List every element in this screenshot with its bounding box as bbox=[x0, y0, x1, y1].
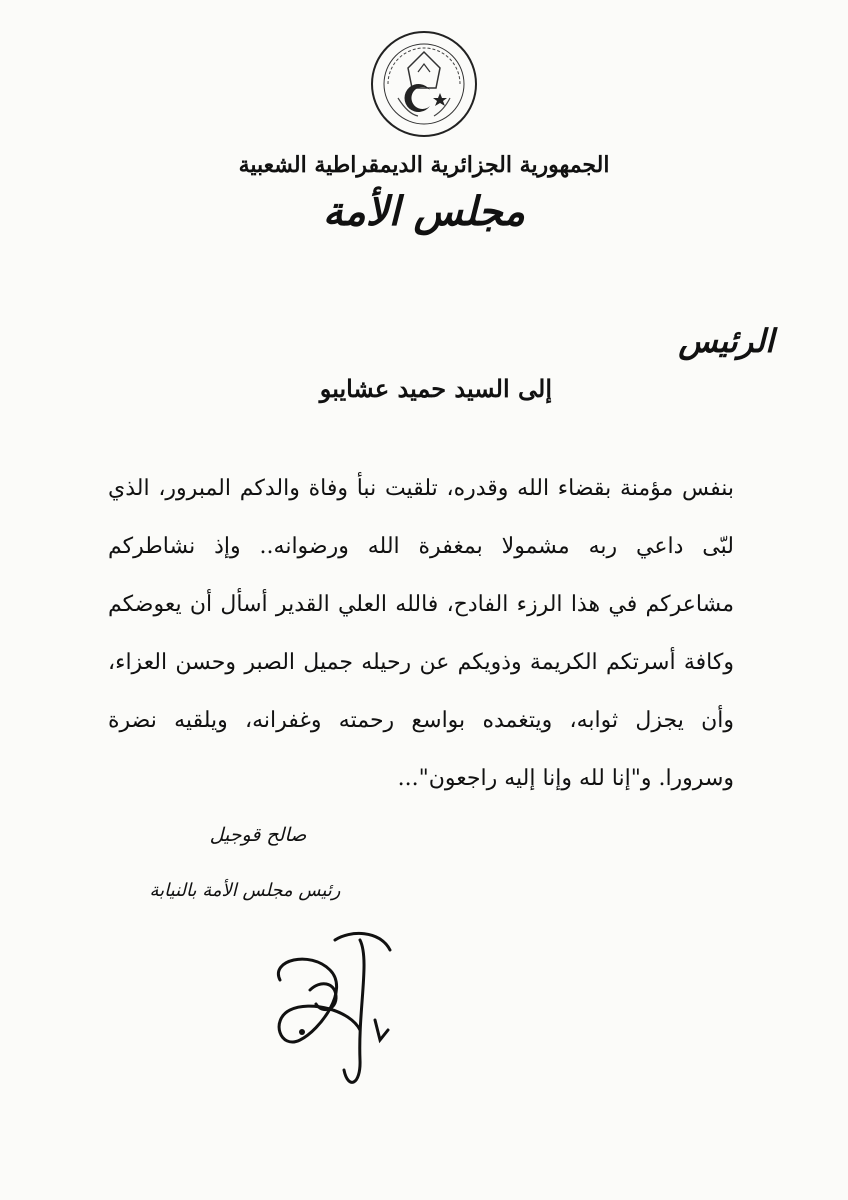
signer-title: رئيس مجلس الأمة بالنيابة bbox=[149, 880, 341, 901]
letter-paragraph: بنفس مؤمنة بقضاء الله وقدره، تلقيت نبأ وفاة والدكم المبرور، الذي لبّى داعي ربه مشمولا بمغفرة الله ورضوانه.. وإذ نشاطركم مشاعركم في هذا الرزء الفادح، فالله العلي القدير أسأل أن يعوضكم وكافة أسرتكم الكريمة وذويكم عن رحيله جميل الصبر وحسن العزاء، وأن يجزل ثوابه، ويتغمده بواسع رحمته وغفرانه، ويلقيه نضرة وسرورا. و"إنا لله وإنا إليه راجعون"... bbox=[108, 476, 734, 791]
country-name: الجمهورية الجزائرية الديمقراطية الشعبية bbox=[238, 152, 610, 178]
handwritten-signature bbox=[240, 920, 410, 1100]
addressee-line: إلى السيد حميد عشايبو bbox=[319, 374, 552, 403]
letter-body bbox=[108, 460, 734, 808]
state-seal-emblem bbox=[368, 28, 480, 140]
signer-name: صالح قوجيل bbox=[209, 824, 307, 846]
institution-name: مجلس الأمة bbox=[322, 188, 526, 235]
president-label: الرئيس bbox=[678, 322, 774, 360]
